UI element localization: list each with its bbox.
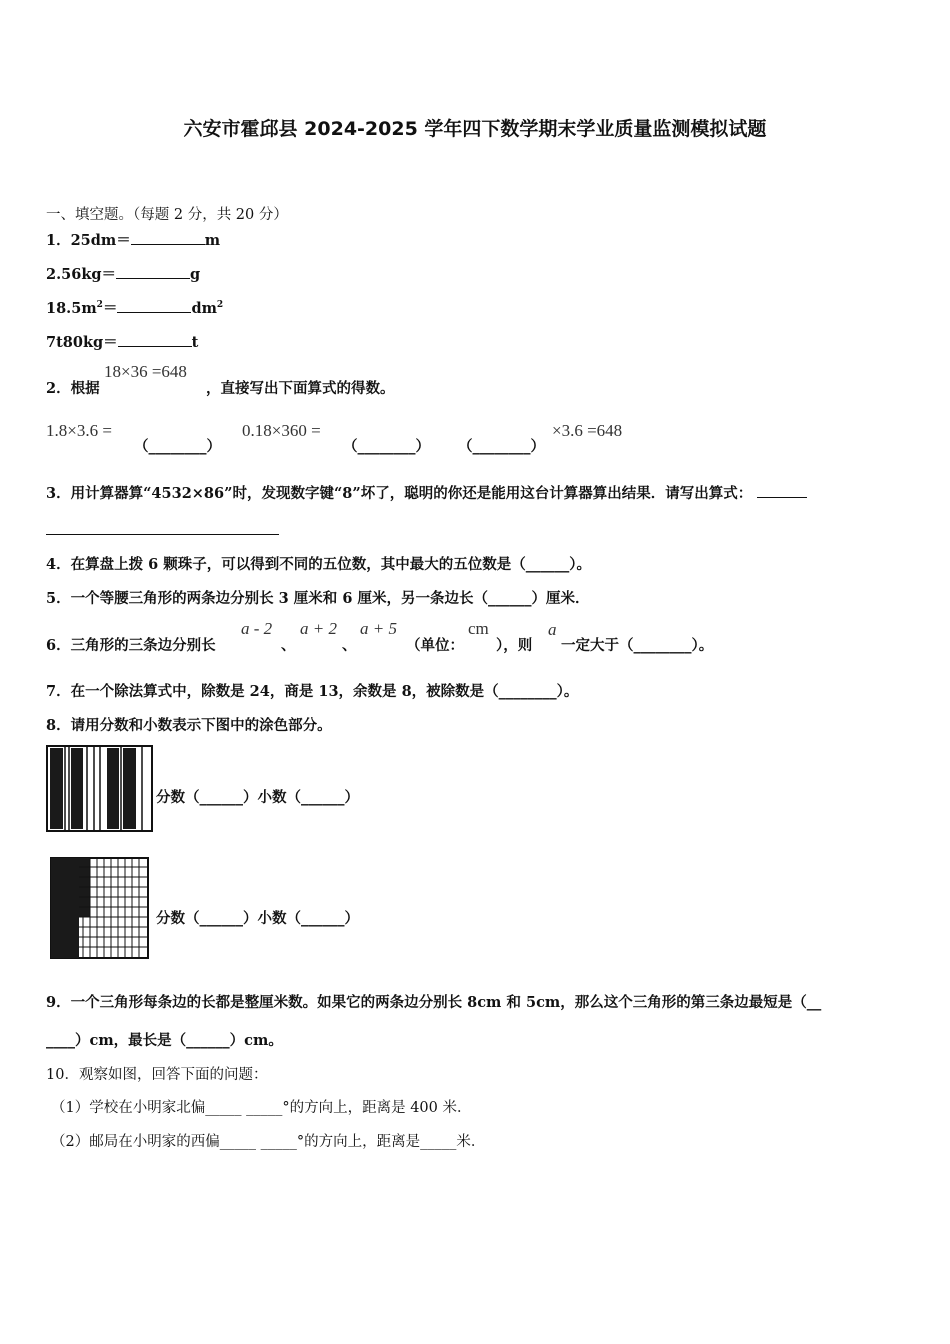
answer-blank[interactable] [757, 485, 807, 498]
question-1d [46, 331, 198, 352]
question-9-line2: ____）cm，最长是（______）cm。 [46, 1032, 283, 1049]
shaded-strip [107, 748, 119, 829]
question-2-suffix: ，直接写出下面算式的得数。 [206, 380, 395, 397]
q1a-suffix: m [204, 232, 221, 249]
shaded-strip [71, 748, 83, 829]
question-5: 5．一个等腰三角形的两条边分别长 3 厘米和 6 厘米，另一条边长（______）厘米． [46, 590, 590, 607]
q6-expr3: a + 5 [360, 619, 397, 638]
question-9-line1: 9．一个三角形每条边的长都是整厘米数。如果它的两条边分别长 8cm 和 5cm，那么这个三角形的第三条边最短是（__ [46, 994, 822, 1011]
q6-unit-prefix: （单位： [406, 637, 464, 654]
q1a-prefix: 1．25dm＝ [46, 232, 131, 249]
q1c-sup: 2 [96, 300, 103, 310]
q6-suffix: 一定大于（________）。 [561, 637, 714, 654]
answer-blank[interactable] [116, 266, 190, 279]
q1d-prefix: 7t80kg＝ [46, 334, 118, 351]
question-1b [46, 263, 200, 284]
grid-figure [50, 857, 150, 960]
q6-unit: cm [468, 619, 489, 638]
q1b-prefix: 2.56kg＝ [46, 266, 117, 283]
q6-sep2: 、 [342, 637, 357, 654]
answer-blank[interactable] [118, 334, 192, 347]
question-10-sub2: （2）邮局在小明家的西偏_____ _____°的方向上，距离是_____米． [51, 1134, 486, 1150]
q6-unit-suffix: ），则 [496, 637, 533, 654]
q2-blank2[interactable]: （________） [343, 438, 430, 455]
section-heading: 一、填空题。（每题 2 分，共 20 分） [46, 207, 288, 223]
q2-expr2: 0.18×360 = [242, 421, 321, 440]
answer-blank[interactable] [131, 232, 205, 245]
question-3 [46, 482, 807, 503]
q6-var: a [548, 620, 557, 639]
q1c-eq: ＝ [102, 300, 118, 317]
question-8: 8．请用分数和小数表示下图中的涂色部分。 [46, 717, 332, 734]
q1c-prefix: 18.5m [46, 300, 97, 317]
q1c-suffix: dm [191, 300, 217, 317]
question-10-sub1: （1）学校在小明家北偏_____ _____°的方向上，距离是 400 米． [51, 1100, 472, 1116]
question-2-prefix: 2．根据 [46, 380, 100, 397]
shaded-strip [50, 748, 63, 829]
q2-formula: 18×36 =648 [104, 362, 187, 381]
q6-expr1: a - 2 [241, 619, 273, 638]
q2-blank1[interactable]: （________） [134, 438, 221, 455]
page-title: 六安市霍邱县 2024-2025 学年四下数学期末学业质量监测模拟试题 [183, 118, 767, 140]
answer-blank[interactable] [117, 300, 191, 313]
q3-answer-line[interactable] [46, 534, 279, 535]
q1d-suffix: t [191, 334, 199, 351]
question-10: 10．观察如图，回答下面的问题： [46, 1067, 268, 1083]
question-6-prefix: 6．三角形的三条边分别长 [46, 637, 216, 654]
q6-sep1: 、 [281, 637, 296, 654]
q6-expr2: a + 2 [300, 619, 337, 638]
q3-text: 3．用计算器算“4532×86”时，发现数字键“8”坏了，聪明的你还是能用这台计算器算出结果．请写出算式： [46, 485, 753, 502]
shaded-strip [123, 748, 136, 829]
question-7: 7．在一个除法算式中，除数是 24，商是 13，余数是 8，被除数是（________）。 [46, 683, 579, 700]
q2-expr3: ×3.6 =648 [552, 421, 623, 440]
q2-blank3[interactable]: （________） [458, 438, 545, 455]
q8-answer-row-2[interactable]: 分数（______）小数（______） [156, 910, 359, 927]
q1b-suffix: g [190, 266, 201, 283]
q2-expr1: 1.8×3.6 = [46, 421, 112, 440]
q1c-sup2: 2 [216, 300, 224, 310]
striped-rectangle-figure [46, 745, 154, 833]
q8-answer-row-1[interactable]: 分数（______）小数（______） [156, 789, 359, 806]
question-4: 4．在算盘上拨 6 颗珠子，可以得到不同的五位数，其中最大的五位数是（______）。 [46, 556, 592, 573]
question-1c [46, 297, 223, 318]
question-1a [46, 229, 220, 250]
